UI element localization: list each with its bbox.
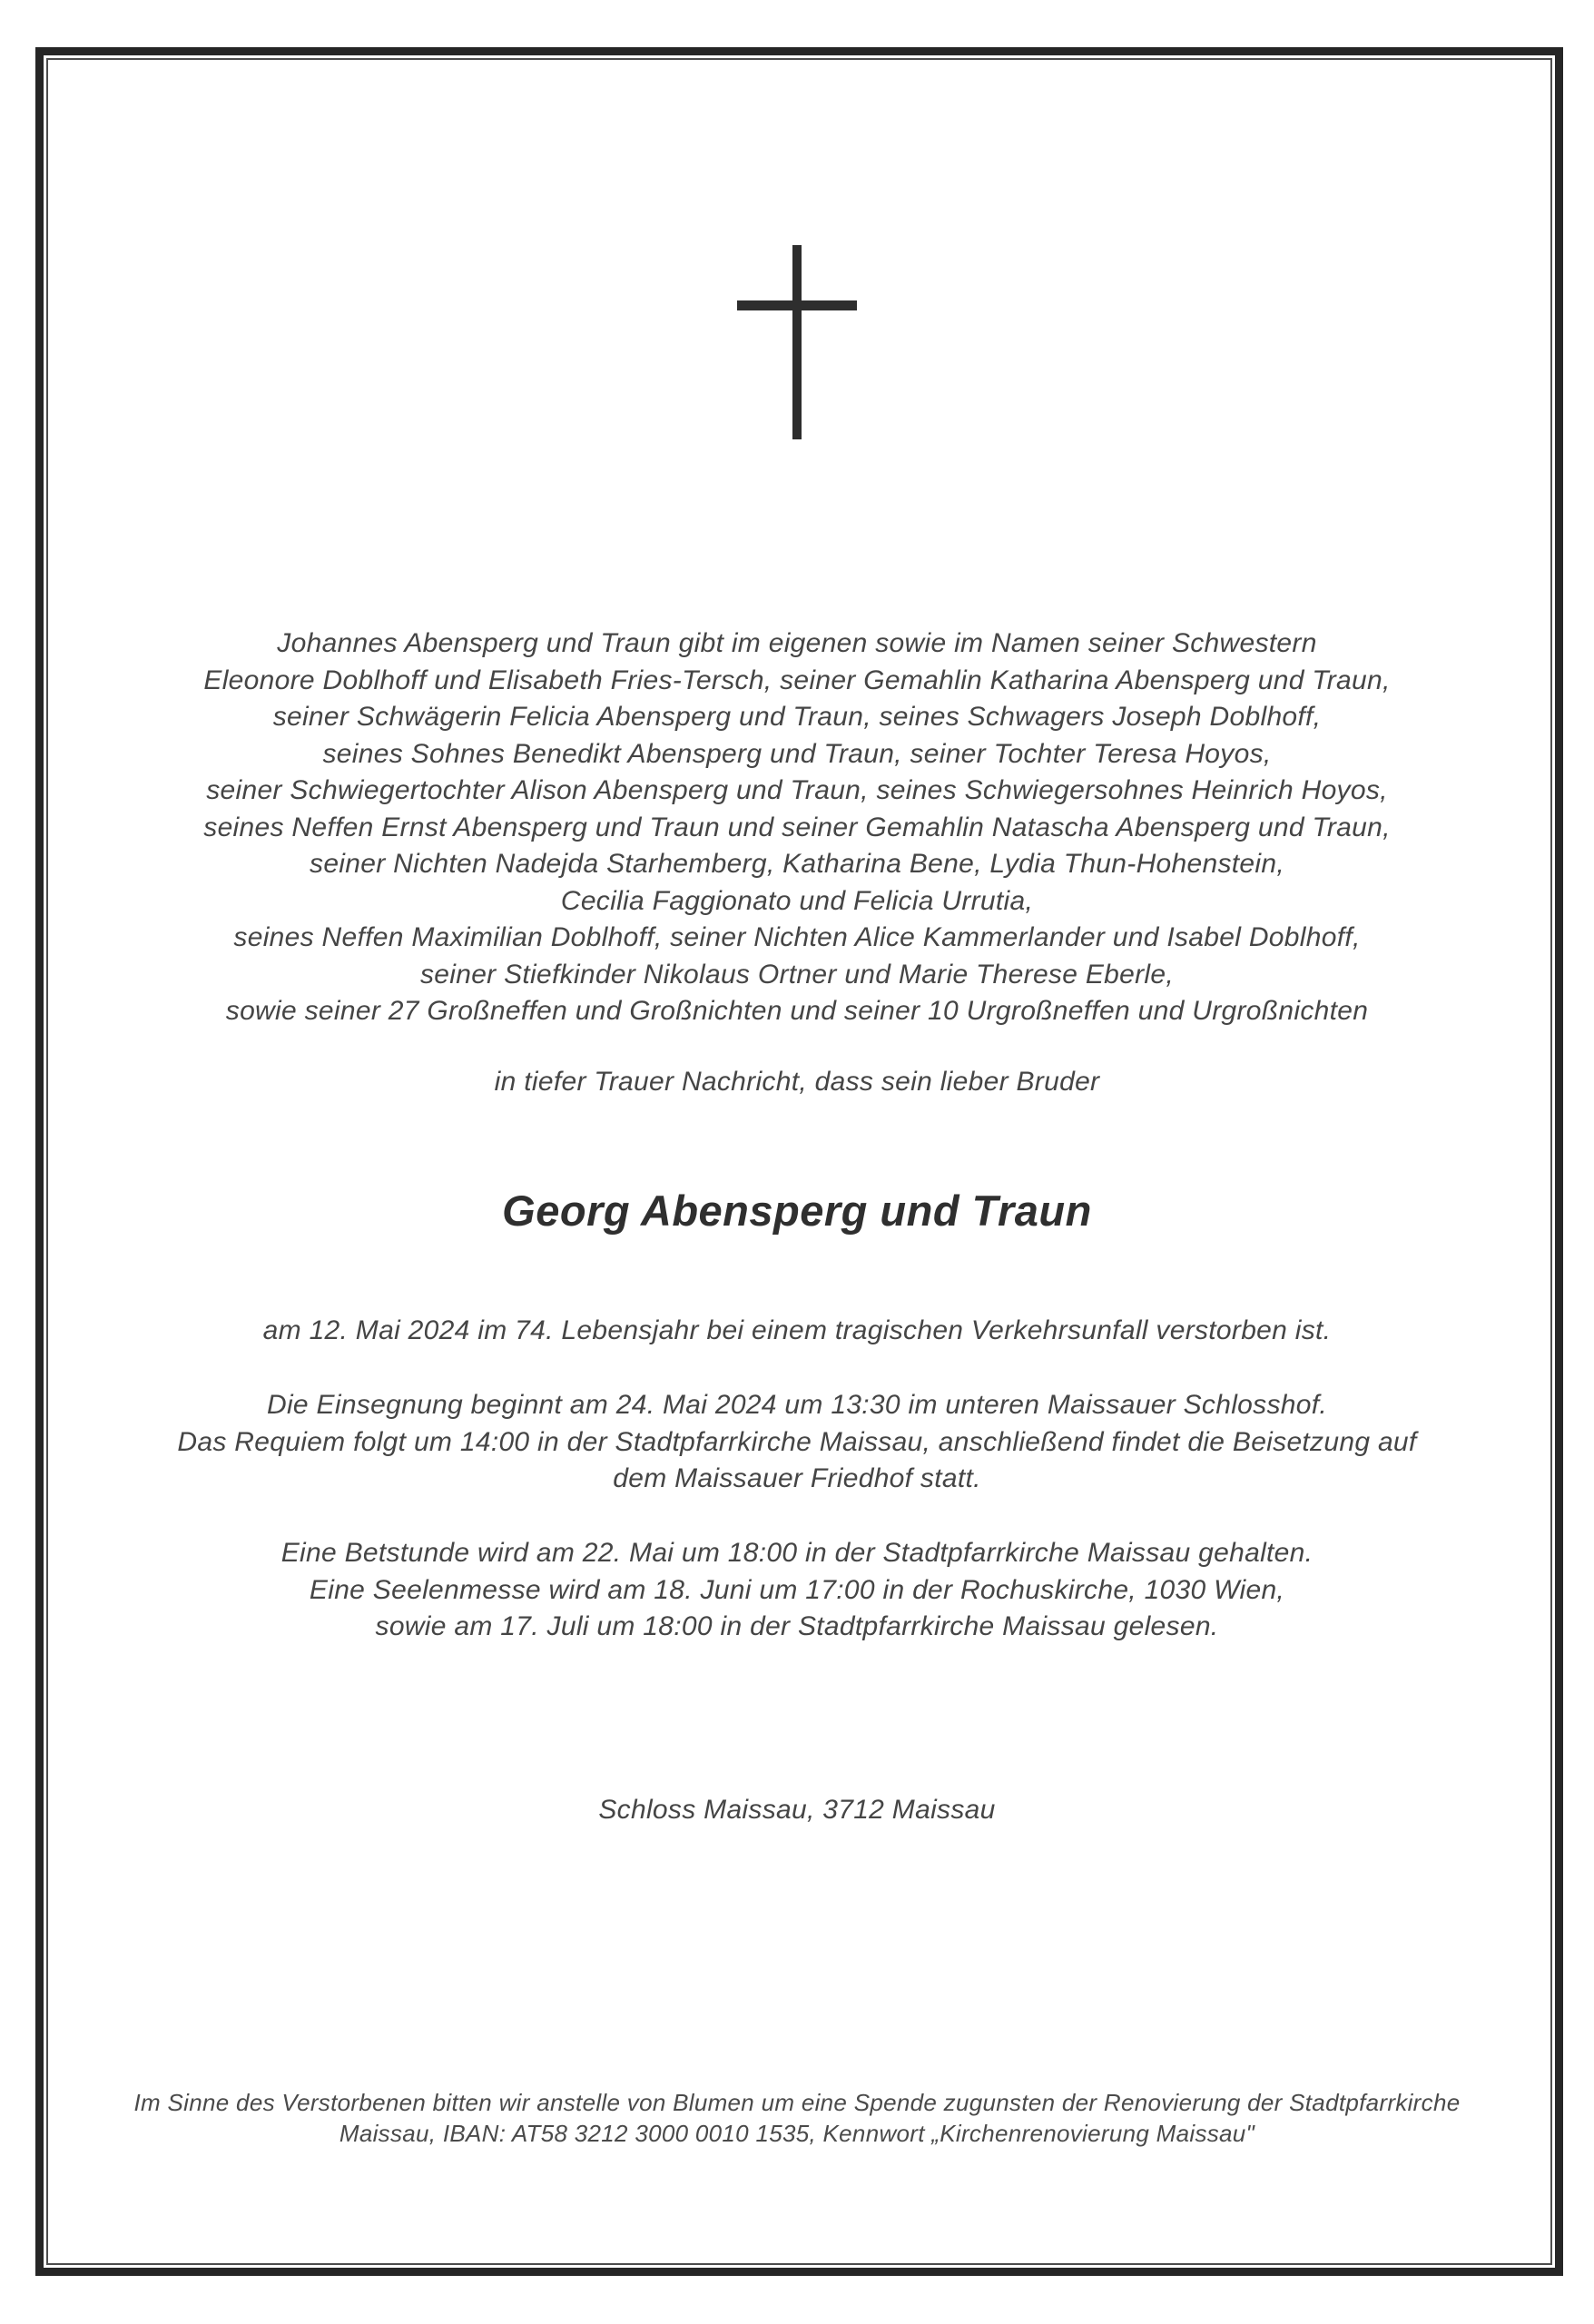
intro-line: seiner Nichten Nadejda Starhemberg, Katharina Bene, Lydia Thun-Hohenstein,	[310, 849, 1284, 879]
deceased-name: Georg Abensperg und Traun	[502, 1187, 1092, 1235]
intro-line: seines Neffen Ernst Abensperg und Traun und seiner Gemahlin Natascha Abensperg und Traun,	[203, 812, 1391, 842]
intro-line: seiner Schwiegertochter Alison Abensperg und Traun, seines Schwiegersohnes Heinrich Hoyos,	[206, 775, 1388, 805]
address-line: Schloss Maissau, 3712 Maissau	[598, 1795, 996, 1825]
cross-vertical-bar	[792, 245, 802, 439]
service-line: sowie am 17. Juli um 18:00 in der Stadtpfarrkirche Maissau gelesen.	[375, 1611, 1219, 1641]
intro-line: seiner Stiefkinder Nikolaus Ortner und Marie Therese Eberle,	[419, 959, 1175, 990]
funeral-line: Das Requiem folgt um 14:00 in der Stadtpfarrkirche Maissau, anschließend findet die Beisetzung auf	[177, 1426, 1417, 1457]
funeral-line: Die Einsegnung beginnt am 24. Mai 2024 um 13:30 im unteren Maissauer Schlosshof.	[267, 1390, 1327, 1420]
intro-paragraph	[0, 625, 1594, 1030]
memorial-services	[0, 1535, 1594, 1646]
intro-line: Cecilia Faggionato und Felicia Urrutia,	[560, 885, 1034, 916]
donation-line: Im Sinne des Verstorbenen bitten wir anstelle von Blumen um eine Spende zugunsten der Renovierung der Stadtpfarrkirche	[133, 2089, 1461, 2116]
funeral-line: dem Maissauer Friedhof statt.	[613, 1463, 981, 1493]
service-line: Eine Betstunde wird am 22. Mai um 18:00 in der Stadtpfarrkirche Maissau gehalten.	[280, 1538, 1314, 1568]
intro-line: seiner Schwägerin Felicia Abensperg und Traun, seines Schwagers Joseph Doblhoff,	[272, 702, 1322, 732]
intro-line: Johannes Abensperg und Traun gibt im eigenen sowie im Namen seiner Schwestern	[277, 628, 1317, 658]
donation-note	[0, 2087, 1594, 2149]
intro-line: seines Neffen Maximilian Doblhoff, seiner Nichten Alice Kammerlander und Isabel Doblhoff,	[233, 922, 1361, 952]
intro-line: seines Sohnes Benedikt Abensperg und Traun, seiner Tochter Teresa Hoyos,	[322, 738, 1272, 769]
donation-line: Maissau, IBAN: AT58 3212 3000 0010 1535, Kennwort „Kirchenrenovierung Maissau"	[339, 2120, 1255, 2147]
intro-line: Eleonore Doblhoff und Elisabeth Fries-Tersch, seiner Gemahlin Katharina Abensperg und Traun,	[203, 665, 1391, 695]
announcement-line: in tiefer Trauer Nachricht, dass sein lieber Bruder	[494, 1067, 1100, 1097]
intro-line: sowie seiner 27 Großneffen und Großnichten und seiner 10 Urgroßneffen und Urgroßnichten	[225, 996, 1369, 1026]
cross-icon	[737, 245, 857, 439]
funeral-details	[0, 1387, 1594, 1498]
service-line: Eine Seelenmesse wird am 18. Juni um 17:00 in der Rochuskirche, 1030 Wien,	[309, 1574, 1285, 1605]
death-statement: am 12. Mai 2024 im 74. Lebensjahr bei einem tragischen Verkehrsunfall verstorben ist.	[262, 1315, 1332, 1345]
cross-horizontal-bar	[737, 300, 857, 310]
